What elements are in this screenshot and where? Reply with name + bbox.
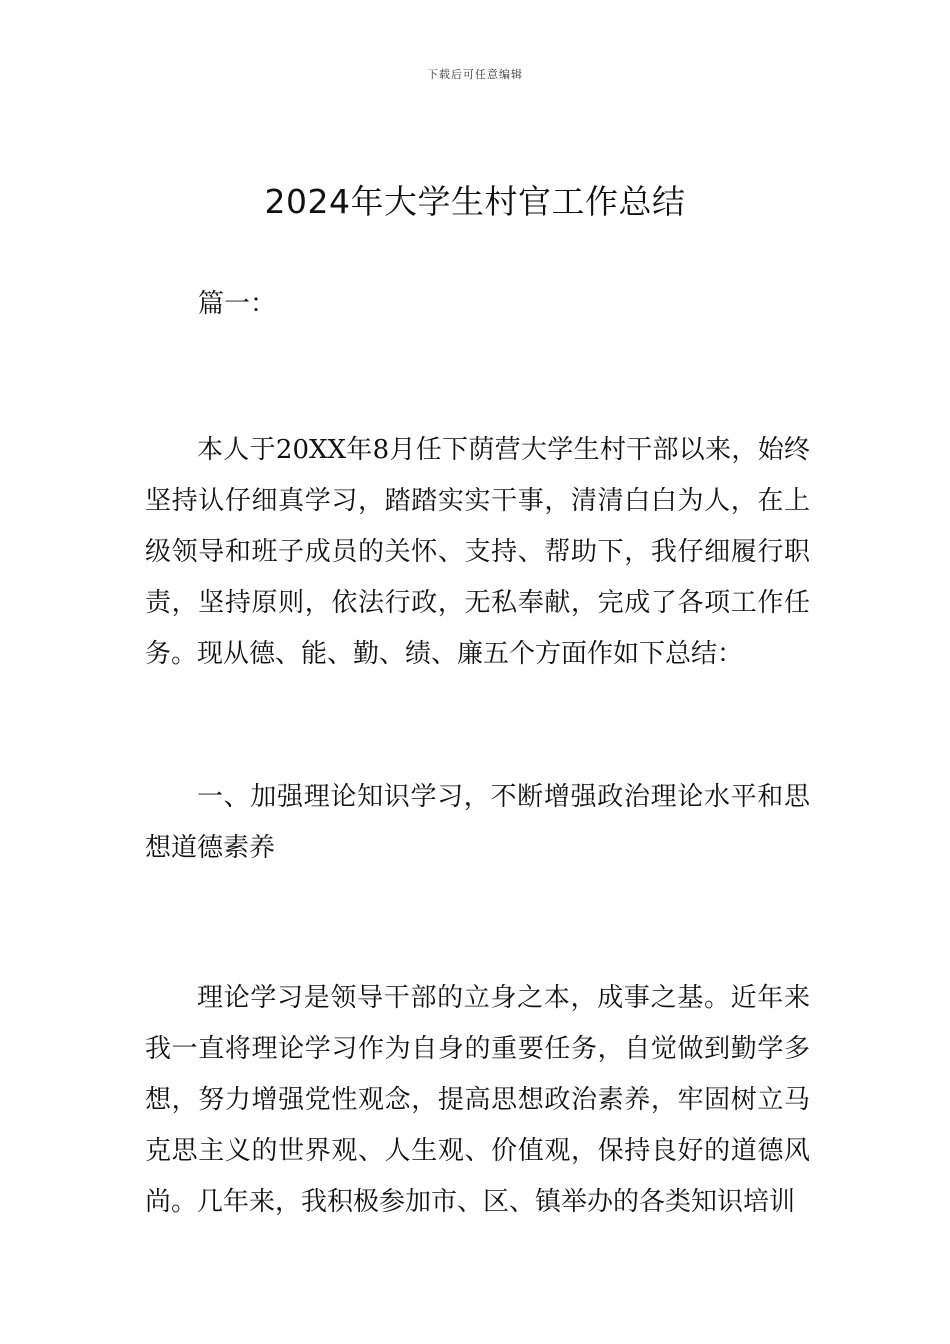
- paragraph-intro: 本人于20XX年8月任下荫营大学生村干部以来，始终坚持认仔细真学习，踏踏实实干事，清清白白为人，在上级领导和班子成员的关怀、支持、帮助下，我仔细履行职责，坚持原则，依法行政，无私奉献，完成了各项工作任务。现从德、能、勤、绩、廉五个方面作如下总结：: [145, 435, 810, 669]
- header-note: 下载后可任意编辑: [427, 68, 523, 81]
- document-title: 2024年大学生村官工作总结: [264, 182, 686, 221]
- paragraph-theory-study: 理论学习是领导干部的立身之本，成事之基。近年来我一直将理论学习作为自身的重要任务，自觉做到勤学多想，努力增强党性观念，提高思想政治素养，牢固树立马克思主义的世界观、人生观、价值观，保持良好的道德风尚。几年来，我积极参加市、区、镇举办的各类知识培训: [145, 983, 810, 1217]
- section-label: 篇一：: [198, 289, 277, 319]
- paragraph-heading-one: 一、加强理论知识学习，不断增强政治理论水平和思想道德素养: [145, 782, 810, 863]
